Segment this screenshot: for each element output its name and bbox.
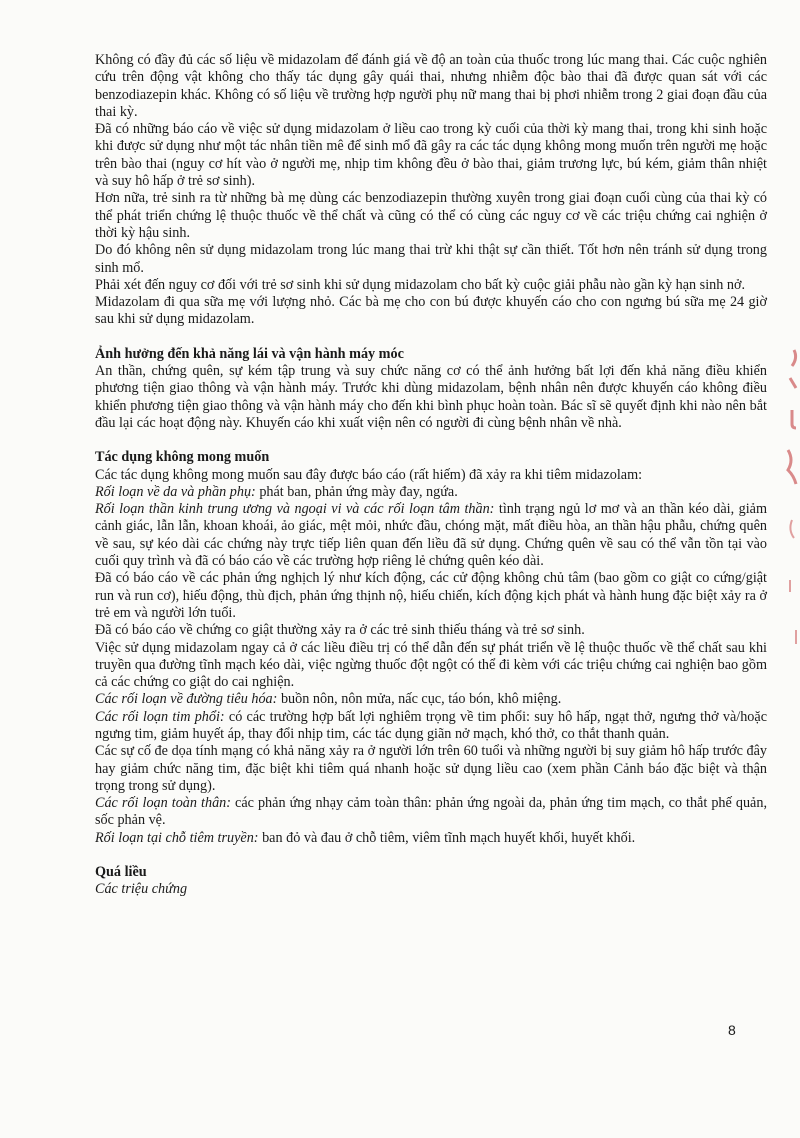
pregnancy-paragraph-6: Midazolam đi qua sữa mẹ với lượng nhỏ. Các bà mẹ cho con bú được khuyến cáo cho con ngưng bú sữa mẹ 24 giờ sau khi sử dụng midazolam.	[95, 294, 767, 328]
adverse-dependence: Việc sử dụng midazolam ngay cả ở các liều điều trị có thể dẫn đến sự phát triển về lệ thuộc thuốc về thể chất sau khi truyền qua đường tĩnh mạch kéo dài, việc ngừng thuốc đột ngột có thể đi kèm với các triệu chứng cai nghiện bao gồm cả các chứng co giật do cai nghiện.	[95, 639, 767, 691]
adverse-gi	[95, 691, 767, 708]
pregnancy-paragraph-2: Đã có những báo cáo về việc sử dụng midazolam ở liều cao trong kỳ cuối của thời kỳ mang thai, trong khi sinh hoặc khi được sử dụng như một tác nhân tiền mê để sinh mổ đã gây ra các tác dụng không mong muốn trên người mẹ hoặc trên bào thai (nguy cơ hít vào ở người mẹ, nhịp tim không đều ở bào thai, giảm trương lực, bú kém, giảm thân nhiệt và suy hô hấp ở trẻ sơ sinh).	[95, 121, 767, 190]
adverse-paradox: Đã có báo cáo về các phản ứng nghịch lý như kích động, các cử động không chủ tâm (bao gồm co giật co cứng/giật run và run cơ), hiếu động, thù địch, phản ứng thịnh nộ, hiếu chiến, kích động kịch phát và hành hung đặc biệt xảy ra ở trẻ em và người lớn tuổi.	[95, 570, 767, 621]
cardio-label: Các rối loạn tim phổi:	[95, 708, 225, 725]
pregnancy-paragraph-1: Không có đầy đủ các số liệu về midazolam để đánh giá về độ an toàn của thuốc trong lúc mang thai. Các cuộc nghiên cứu trên động vật không cho thấy tác dụng gây quái thai, nhưng nhiễm độc bào thai đã được quan sát với các benzodiazepin khác. Không có số liệu về trường hợp người phụ nữ mang thai bị phơi nhiễm trong 2 giai đoạn đầu của thai kỳ.	[95, 52, 767, 120]
adverse-intro: Các tác dụng không mong muốn sau đây được báo cáo (rất hiếm) đã xảy ra khi tiêm midazolam:	[95, 466, 643, 483]
pregnancy-paragraph-4: Do đó không nên sử dụng midazolam trong lúc mang thai trừ khi thật sự cần thiết. Tốt hơn nên tránh sử dụng trong sinh mổ.	[95, 242, 767, 276]
gi-label: Các rối loạn về đường tiêu hóa:	[95, 691, 278, 708]
adverse-seizure: Đã có báo cáo về chứng co giật thường xảy ra ở các trẻ sinh thiếu tháng và trẻ sơ sinh.	[95, 622, 585, 639]
adverse-cardio	[95, 709, 767, 744]
driving-paragraph: An thần, chứng quên, sự kém tập trung và suy chức năng cơ có thể ảnh hưởng bất lợi đến khả năng điều khiển phương tiện giao thông và vận hành máy. Trước khi dùng midazolam, bệnh nhân nên được khuyến cáo không điều khiển phương tiện giao thông và vận hành máy cho đến khi bình phục hoàn toàn. Bác sĩ sẽ quyết định khi nào nên bắt đầu lại các hoạt động này. Khuyến cáo khi xuất viện nên có người đi cùng bệnh nhân về nhà.	[95, 363, 767, 431]
document-body	[95, 52, 767, 899]
cardio-text: có các trường hợp bất lợi nghiêm trọng về tim phổi: suy hô hấp, ngạt thở, ngưng thở và/hoặc ngưng tim, giảm huyết áp, thay đổi nhịp tim, các tác dụng giãn nở mạch, khó thở, co thắt thanh quản.	[95, 708, 767, 742]
adverse-skin	[95, 484, 767, 501]
gi-text: buồn nôn, nôn mửa, nấc cục, táo bón, khô miệng.	[277, 691, 562, 708]
adverse-elderly: Các sự cố đe dọa tính mạng có khả năng xảy ra ở người lớn trên 60 tuổi và những người bị suy giảm hô hấp trước đây hay giảm chức năng tim, đặc biệt khi tiêm quá nhanh hoặc sử dụng liều cao (xem phần Cảnh báo đặc biệt và thận trọng trong sử dụng).	[95, 743, 767, 794]
driving-heading: Ảnh hưởng đến khả năng lái và vận hành máy móc	[95, 345, 404, 362]
page-number: 8	[728, 1022, 736, 1038]
site-text: ban đỏ và đau ở chỗ tiêm, viêm tĩnh mạch huyết khối, huyết khối.	[258, 829, 636, 846]
site-label: Rối loạn tại chỗ tiêm truyền:	[95, 829, 259, 846]
pregnancy-paragraph-5: Phải xét đến nguy cơ đối với trẻ sơ sinh khi sử dụng midazolam cho bất kỳ cuộc giải phẫu nào gần kỳ hạn sinh nở.	[95, 276, 746, 293]
pregnancy-paragraph-3: Hơn nữa, trẻ sinh ra từ những bà mẹ dùng các benzodiazepin thường xuyên trong giai đoạn cuối cùng của thai kỳ có thể phát triển chứng lệ thuộc thuốc về thể chất và cũng có thể có cùng các nguy cơ về các triệu chứng cai nghiện ở thời kỳ hậu sinh.	[95, 190, 767, 241]
systemic-label: Các rối loạn toàn thân:	[95, 795, 231, 812]
cns-label: Rối loạn thần kinh trung ương và ngoại vi và các rối loạn tâm thần:	[95, 501, 495, 518]
adverse-cns	[95, 501, 767, 570]
red-stamp-edge-icon	[772, 340, 800, 660]
overdose-subheading: Các triệu chứng	[95, 881, 188, 898]
cns-text: tình trạng ngủ lơ mơ và an thần kéo dài, giảm cảnh giác, lẫn lẫn, khoan khoái, ảo giác, mệt mỏi, nhức đầu, chóng mặt, mất điều hòa, an thần hậu phẫu, chứng quên về sau, sự kéo dài các chứng này trực tiếp liên quan đến liều đã sử dụng. Chứng quên về sau có thể vẫn tồn tại vào cuối quy trình và đã có báo cáo về các trường hợp riêng lẻ chứng quên kéo dài.	[95, 501, 767, 570]
overdose-heading: Quá liều	[95, 864, 147, 881]
adverse-systemic	[95, 795, 767, 830]
skin-label: Rối loạn về da và phần phụ:	[95, 483, 256, 500]
skin-text: phát ban, phản ứng mày đay, ngứa.	[255, 483, 458, 500]
systemic-text: các phản ứng nhạy cảm toàn thân: phản ứng ngoài da, phản ứng tim mạch, co thắt phế quản, sốc phản vệ.	[95, 795, 767, 829]
adverse-heading: Tác dụng không mong muốn	[95, 449, 270, 466]
adverse-site	[95, 830, 767, 847]
